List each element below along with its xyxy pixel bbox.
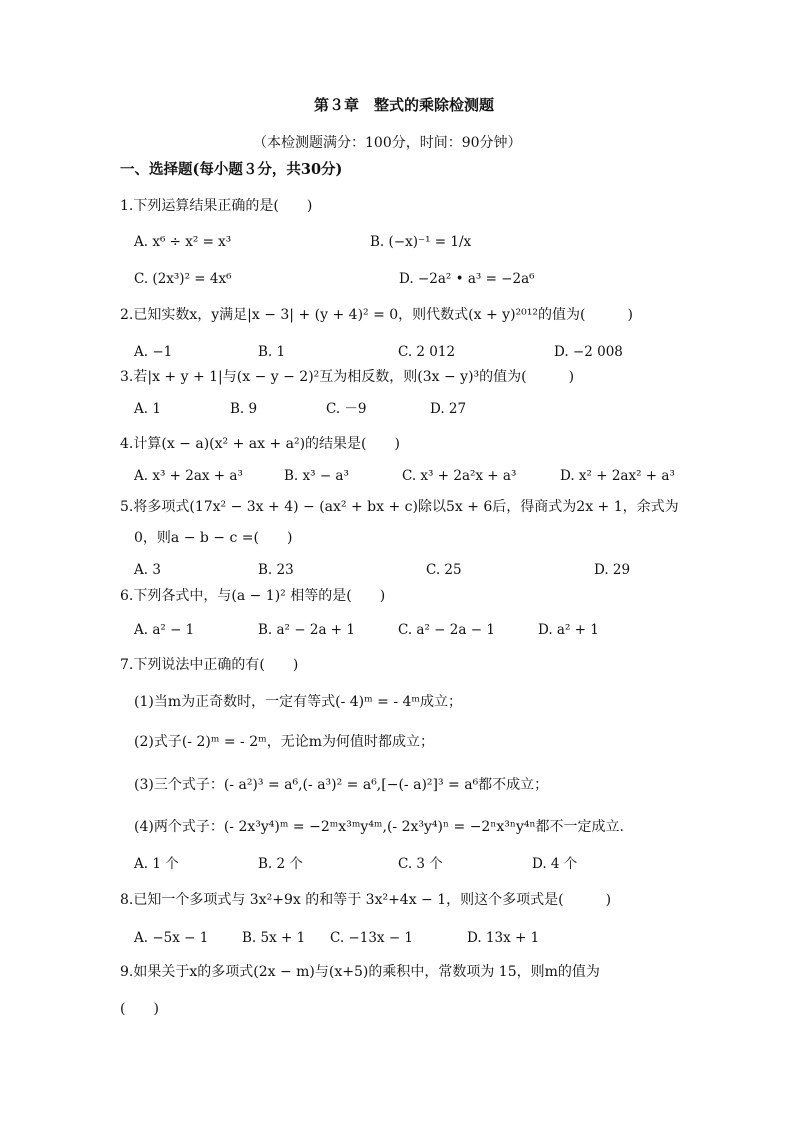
- q5-option-b: B. 23: [258, 562, 294, 578]
- q2-option-b: B. 1: [258, 344, 286, 360]
- q8-option-a: A. −5x − 1: [134, 930, 209, 946]
- q7-item-2: (2)式子(- 2)ᵐ = - 2ᵐ，无论m为何值时都成立；: [134, 734, 435, 750]
- question-9-stem-line-1: 9.如果关于x的多项式(2x − m)与(x+5)的乘积中，常数项为 15，则m的值为: [120, 964, 600, 980]
- page-title: 第３章 整式的乘除检测题: [314, 96, 495, 114]
- q4-option-c: C. x³ + 2a²x + a³: [402, 468, 517, 484]
- q6-option-a: A. a² − 1: [134, 622, 195, 638]
- question-5-stem-line-2: 0，则a − b − c =( ): [134, 530, 293, 546]
- q1-option-d: D. −2a² • a³ = −2a⁶: [399, 271, 535, 287]
- q6-option-c: C. a² − 2a − 1: [398, 622, 495, 638]
- q4-option-d: D. x² + 2ax² + a³: [560, 468, 675, 484]
- q5-option-a: A. 3: [134, 562, 161, 578]
- question-4-stem: 4.计算(x − a)(x² + ax + a²)的结果是( ): [120, 436, 400, 452]
- q7-item-4: (4)两个式子：(- 2x³y⁴)ᵐ = −2ᵐx³ᵐy⁴ᵐ,(- 2x³y⁴)ⁿ = −2ⁿx³ⁿy⁴ⁿ都不一定成立.: [134, 819, 624, 835]
- q2-option-c: C. 2 012: [398, 344, 456, 360]
- q4-option-b: B. x³ − a³: [284, 468, 349, 484]
- q6-option-b: B. a² − 2a + 1: [258, 622, 355, 638]
- q8-option-d: D. 13x + 1: [467, 930, 540, 946]
- q1-option-b: B. (−x)⁻¹ = 1/x: [370, 234, 472, 250]
- q1-option-c: C. (2x³)² = 4x⁶: [134, 271, 232, 287]
- q5-option-d: D. 29: [594, 562, 631, 578]
- q8-option-c: C. −13x − 1: [330, 930, 414, 946]
- question-5-stem-line-1: 5.将多项式(17x² − 3x + 4) − (ax² + bx + c)除以5x + 6后，得商式为2x + 1，余式为: [120, 499, 679, 515]
- q4-option-a: A. x³ + 2ax + a³: [134, 468, 243, 484]
- q2-option-a: A. −1: [134, 344, 173, 360]
- q7-option-d: D. 4 个: [532, 856, 578, 872]
- q7-item-1: (1)当m为正奇数时，一定有等式(- 4)ᵐ = - 4ᵐ成立；: [134, 694, 463, 710]
- question-2-stem: 2.已知实数x，y满足|x − 3| + (y + 4)² = 0，则代数式(x + y)²⁰¹²的值为( ): [120, 307, 633, 323]
- q3-option-d: D. 27: [430, 401, 467, 417]
- question-9-stem-line-2: ( ): [120, 1001, 159, 1017]
- q3-option-c: C. －9: [326, 401, 367, 417]
- question-7-stem: 7.下列说法中正确的有( ): [120, 657, 299, 673]
- q3-option-b: B. 9: [230, 401, 258, 417]
- question-1-stem: 1.下列运算结果正确的是( ): [120, 198, 313, 214]
- section-heading: 一、选择题(每小题３分，共30分): [120, 161, 343, 178]
- question-8-stem: 8.已知一个多项式与 3x²+9x 的和等于 3x²+4x − 1，则这个多项式是( ): [120, 892, 612, 908]
- q3-option-a: A. 1: [134, 401, 161, 417]
- q7-item-3: (3)三个式子：(- a²)³ = a⁶,(- a³)² = a⁶,[−(- a)²]³ = a⁶都不成立；: [134, 777, 549, 793]
- question-3-stem: 3.若|x + y + 1|与(x − y − 2)²互为相反数，则(3x − y)³的值为( ): [120, 369, 575, 385]
- q7-option-c: C. 3 个: [398, 856, 443, 872]
- q1-option-a: A. x⁶ ÷ x² = x³: [134, 234, 232, 250]
- q6-option-d: D. a² + 1: [538, 622, 599, 638]
- page-subtitle: （本检测题满分：100分，时间：90分钟）: [253, 135, 522, 151]
- q8-option-b: B. 5x + 1: [242, 930, 306, 946]
- q5-option-c: C. 25: [426, 562, 462, 578]
- q7-option-a: A. 1 个: [134, 856, 179, 872]
- question-6-stem: 6.下列各式中，与(a − 1)² 相等的是( ): [120, 588, 386, 604]
- q7-option-b: B. 2 个: [258, 856, 303, 872]
- q2-option-d: D. −2 008: [554, 344, 623, 360]
